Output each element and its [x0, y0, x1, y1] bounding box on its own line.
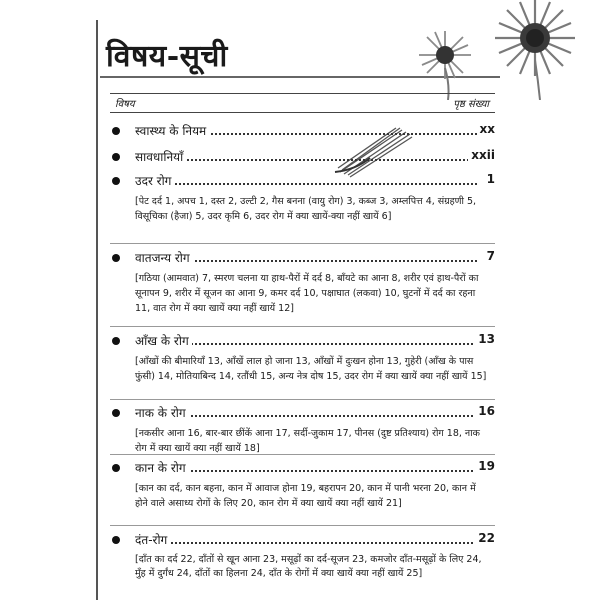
bullet-icon: [112, 254, 120, 262]
column-header: [110, 93, 495, 113]
entry-title: नाक के रोग: [135, 404, 189, 421]
entry-page: 22: [475, 531, 495, 545]
toc-entry[interactable]: [110, 531, 495, 581]
entry-page: 1: [484, 172, 495, 186]
entry-description: [पेट दर्द 1, अपच 1, दस्त 2, उल्टी 2, गैस बनना (वायु रोग) 3, कब्ज 3, अम्लपित्त 4, संग्रहणी 5, विसूचिका (हैजा) 5, उदर कृमि 6, उदर रोग में क्या खायें-क्या नहीं खायें 6]: [135, 196, 477, 222]
entry-description: [गठिया (आमवात) 7, स्मरण चलना या हाथ-पैरों में दर्द 8, बाँयटे का आना 8, शरीर एवं हाथ-पैरों का सूनापन 9, शरीर में सूजन का आना 9, कमर दर्द 10, पक्षाघात (लकवा) 10, घुटनों में दर्द का रहना 11, वात रोग में क्या खायें क्या नहीं खायें 12]: [135, 273, 479, 314]
page-title: विषय-सूची: [106, 39, 228, 74]
entry-title: उदर रोग: [135, 172, 174, 189]
bullet-icon: [112, 153, 120, 161]
dot-leader: [135, 183, 477, 185]
bullet-icon: [112, 536, 120, 544]
dot-leader: [135, 542, 477, 544]
sunflower-illustration: [350, 0, 600, 100]
entry-page: xxii: [468, 148, 495, 162]
header-subject: विषय: [115, 99, 135, 110]
divider: [110, 454, 495, 455]
bullet-icon: [112, 409, 120, 417]
entry-title: वातजन्य रोग: [135, 249, 193, 266]
entry-title: कान के रोग: [135, 459, 189, 476]
entry-title: दंत-रोग: [135, 531, 170, 548]
toc-entry[interactable]: [110, 249, 495, 316]
divider: [110, 525, 495, 526]
bullet-icon: [112, 464, 120, 472]
toc-entry[interactable]: [110, 404, 495, 456]
entry-title: सावधानियाँ: [135, 148, 186, 165]
bullet-icon: [112, 127, 120, 135]
bullet-icon: [112, 177, 120, 185]
entry-description: [कान का दर्द, कान बहना, कान में आवाज होना 19, बहरापन 20, कान में पानी भरना 20, कान में होने वाले असाध्य रोगों के लिए 20, कान रोग में क्या खायें क्या नहीं खायें 21]: [135, 483, 476, 509]
entry-page: 19: [475, 459, 495, 473]
entry-description: [नकसीर आना 16, बार-बार छींकें आना 17, सर्दी-जुकाम 17, पीनस (दुष्ट प्रतिश्याय) रोग 18, नाक रोग में क्या खायें क्या नहीं खायें 18]: [135, 428, 480, 454]
entry-page: 7: [484, 249, 495, 263]
page-border: [96, 20, 98, 600]
entry-description: [आँखों की बीमारियाँ 13, आँखें लाल हो जाना 13, आँखों में दुःखन होना 13, गुहेरी (आँख के पास फुंसी) 14, मोतियाबिन्द 14, रतौंधी 15, अन्य नेत्र दोष 15, उदर रोग में क्या खायें क्या नहीं खायें 15]: [135, 356, 487, 382]
entry-page: 16: [475, 404, 495, 418]
toc-entry[interactable]: [110, 332, 495, 384]
entry-page: xx: [477, 122, 495, 136]
bullet-icon: [112, 337, 120, 345]
dot-leader: [135, 159, 477, 161]
divider: [110, 243, 495, 244]
header-page-number: पृष्ठ संख्या: [453, 99, 489, 110]
entry-description: [दाँत का दर्द 22, दाँतों से खून आना 23, मसूढ़ों का दर्द-सूजन 23, कमजोर दाँत-मसूढ़ों के लिए 24, मुँह में दुर्गंध 24, दाँतों का हिलना 24, दाँत के रोगों में क्या खायें क्या नहीं खायें 25]: [135, 554, 482, 579]
entry-title: स्वास्थ्य के नियम: [135, 122, 209, 139]
toc-entry[interactable]: [110, 122, 495, 140]
toc-entry[interactable]: [110, 459, 495, 511]
toc-entry[interactable]: [110, 172, 495, 224]
divider: [110, 326, 495, 327]
divider: [110, 399, 495, 400]
entry-title: आँख के रोग: [135, 332, 192, 349]
entry-page: 13: [475, 332, 495, 346]
toc-entry[interactable]: [110, 148, 495, 166]
